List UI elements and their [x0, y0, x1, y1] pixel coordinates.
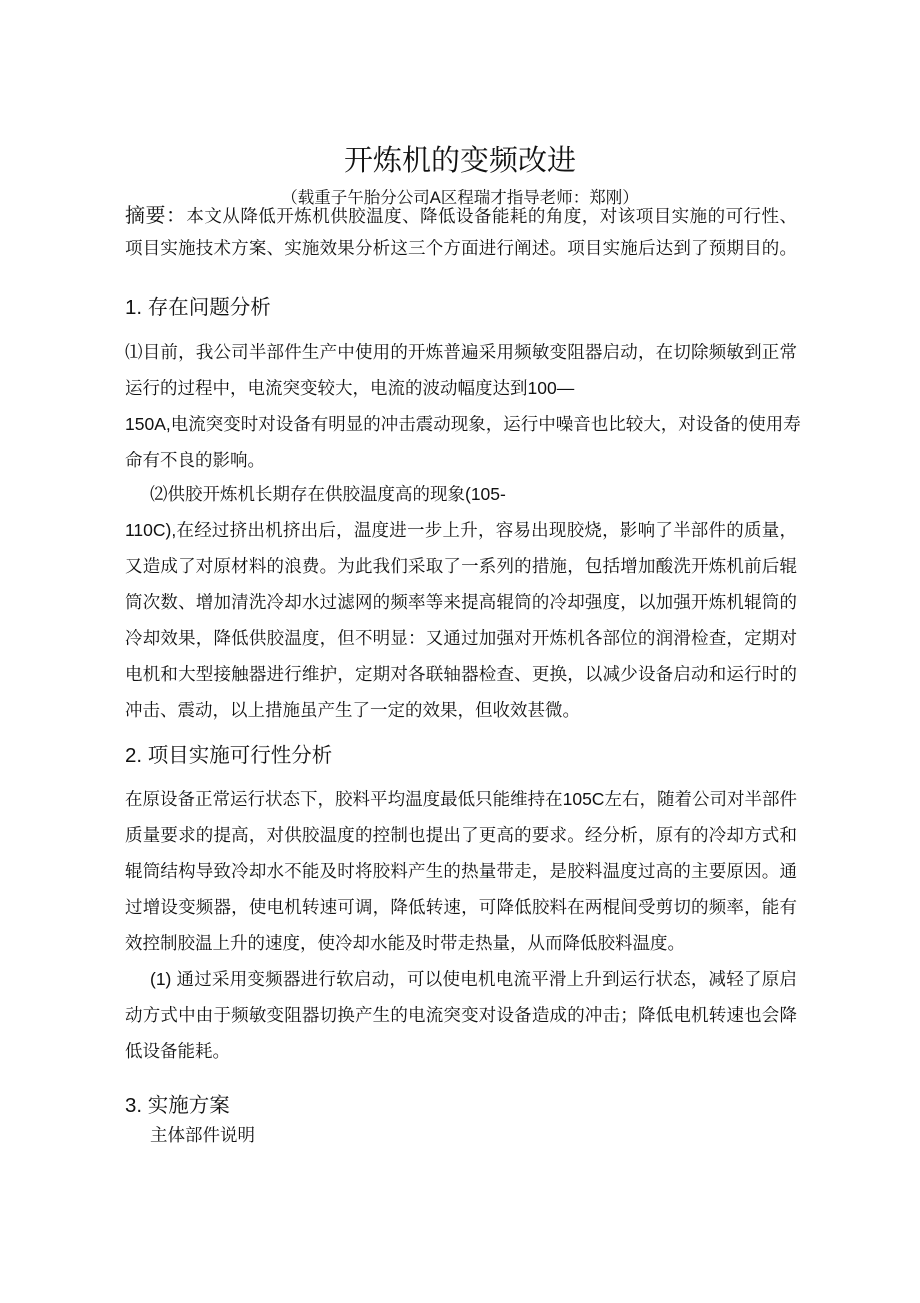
section-heading-1: 1. 存在问题分析 — [125, 296, 271, 319]
section-heading-3: 3. 实施方案 — [125, 1094, 230, 1117]
paragraph-line: 110C),在经过挤出机挤出后，温度进一步上升，容易出现胶烧，影响了半部件的质量， — [125, 520, 797, 540]
paragraph-line: 低设备能耗。 — [125, 1041, 230, 1061]
abstract-line: 项目实施技术方案、实施效果分析这三个方面进行阐述。项目实施后达到了预期目的。 — [125, 238, 797, 258]
paragraph-line: 命有不良的影响。 — [125, 450, 265, 470]
paragraph-line: 效控制胶温上升的速度，使冷却水能及时带走热量，从而降低胶料温度。 — [125, 933, 685, 953]
paragraph-line: 冲击、震动，以上措施虽产生了一定的效果，但收效甚微。 — [125, 700, 580, 720]
document-subtitle: （载重子午胎分公司A区程瑞才指导老师：郑刚） — [281, 189, 639, 207]
paragraph-line: 辊筒结构导致冷却水不能及时将胶料产生的热量带走，是胶料温度过高的主要原因。通 — [125, 861, 797, 881]
paragraph-line: 质量要求的提高，对供胶温度的控制也提出了更高的要求。经分析，原有的冷却方式和 — [125, 825, 797, 845]
paragraph-line: ⑵供胶开炼机长期存在供胶温度高的现象(105- — [150, 484, 506, 504]
paragraph-line: 150A,电流突变时对设备有明显的冲击震动现象，运行中噪音也比较大，对设备的使用寿 — [125, 414, 801, 434]
subsection-label: 主体部件说明 — [150, 1125, 255, 1145]
document-title: 开炼机的变频改进 — [343, 145, 576, 177]
paragraph-line: 动方式中由于频敏变阻器切换产生的电流突变对设备造成的冲击；降低电机转速也会降 — [125, 1005, 797, 1025]
paragraph-line: 过增设变频器，使电机转速可调，降低转速，可降低胶料在两棍间受剪切的频率，能有 — [125, 897, 797, 917]
paragraph-line: 冷却效果，降低供胶温度，但不明显：又通过加强对开炼机各部位的润滑检查，定期对 — [125, 628, 797, 648]
paragraph-line: 筒次数、增加清洗冷却水过滤网的频率等来提高辊筒的冷却强度，以加强开炼机辊筒的 — [125, 592, 797, 612]
paragraph-line: 电机和大型接触器进行维护，定期对各联轴器检查、更换，以减少设备启动和运行时的 — [125, 664, 797, 684]
abstract-line: 摘要：本文从降低开炼机供胶温度、降低设备能耗的角度，对该项目实施的可行性、 — [125, 205, 798, 227]
paragraph-line: 运行的过程中，电流突变较大，电流的波动幅度达到100— — [125, 378, 575, 398]
abstract-label: 摘要： — [125, 205, 187, 227]
paragraph-line: ⑴目前，我公司半部件生产中使用的开炼普遍采用频敏变阻器启动，在切除频敏到正常 — [125, 342, 797, 362]
paragraph-line: 又造成了对原材料的浪费。为此我们采取了一系列的措施，包括增加酸洗开炼机前后辊 — [125, 556, 797, 576]
paragraph-line: (1) 通过采用变频器进行软启动，可以使电机电流平滑上升到运行状态，减轻了原启 — [150, 969, 797, 989]
paragraph-line: 在原设备正常运行状态下，胶料平均温度最低只能维持在105C左右，随着公司对半部件 — [125, 789, 797, 809]
section-heading-2: 2. 项目实施可行性分析 — [125, 744, 333, 767]
